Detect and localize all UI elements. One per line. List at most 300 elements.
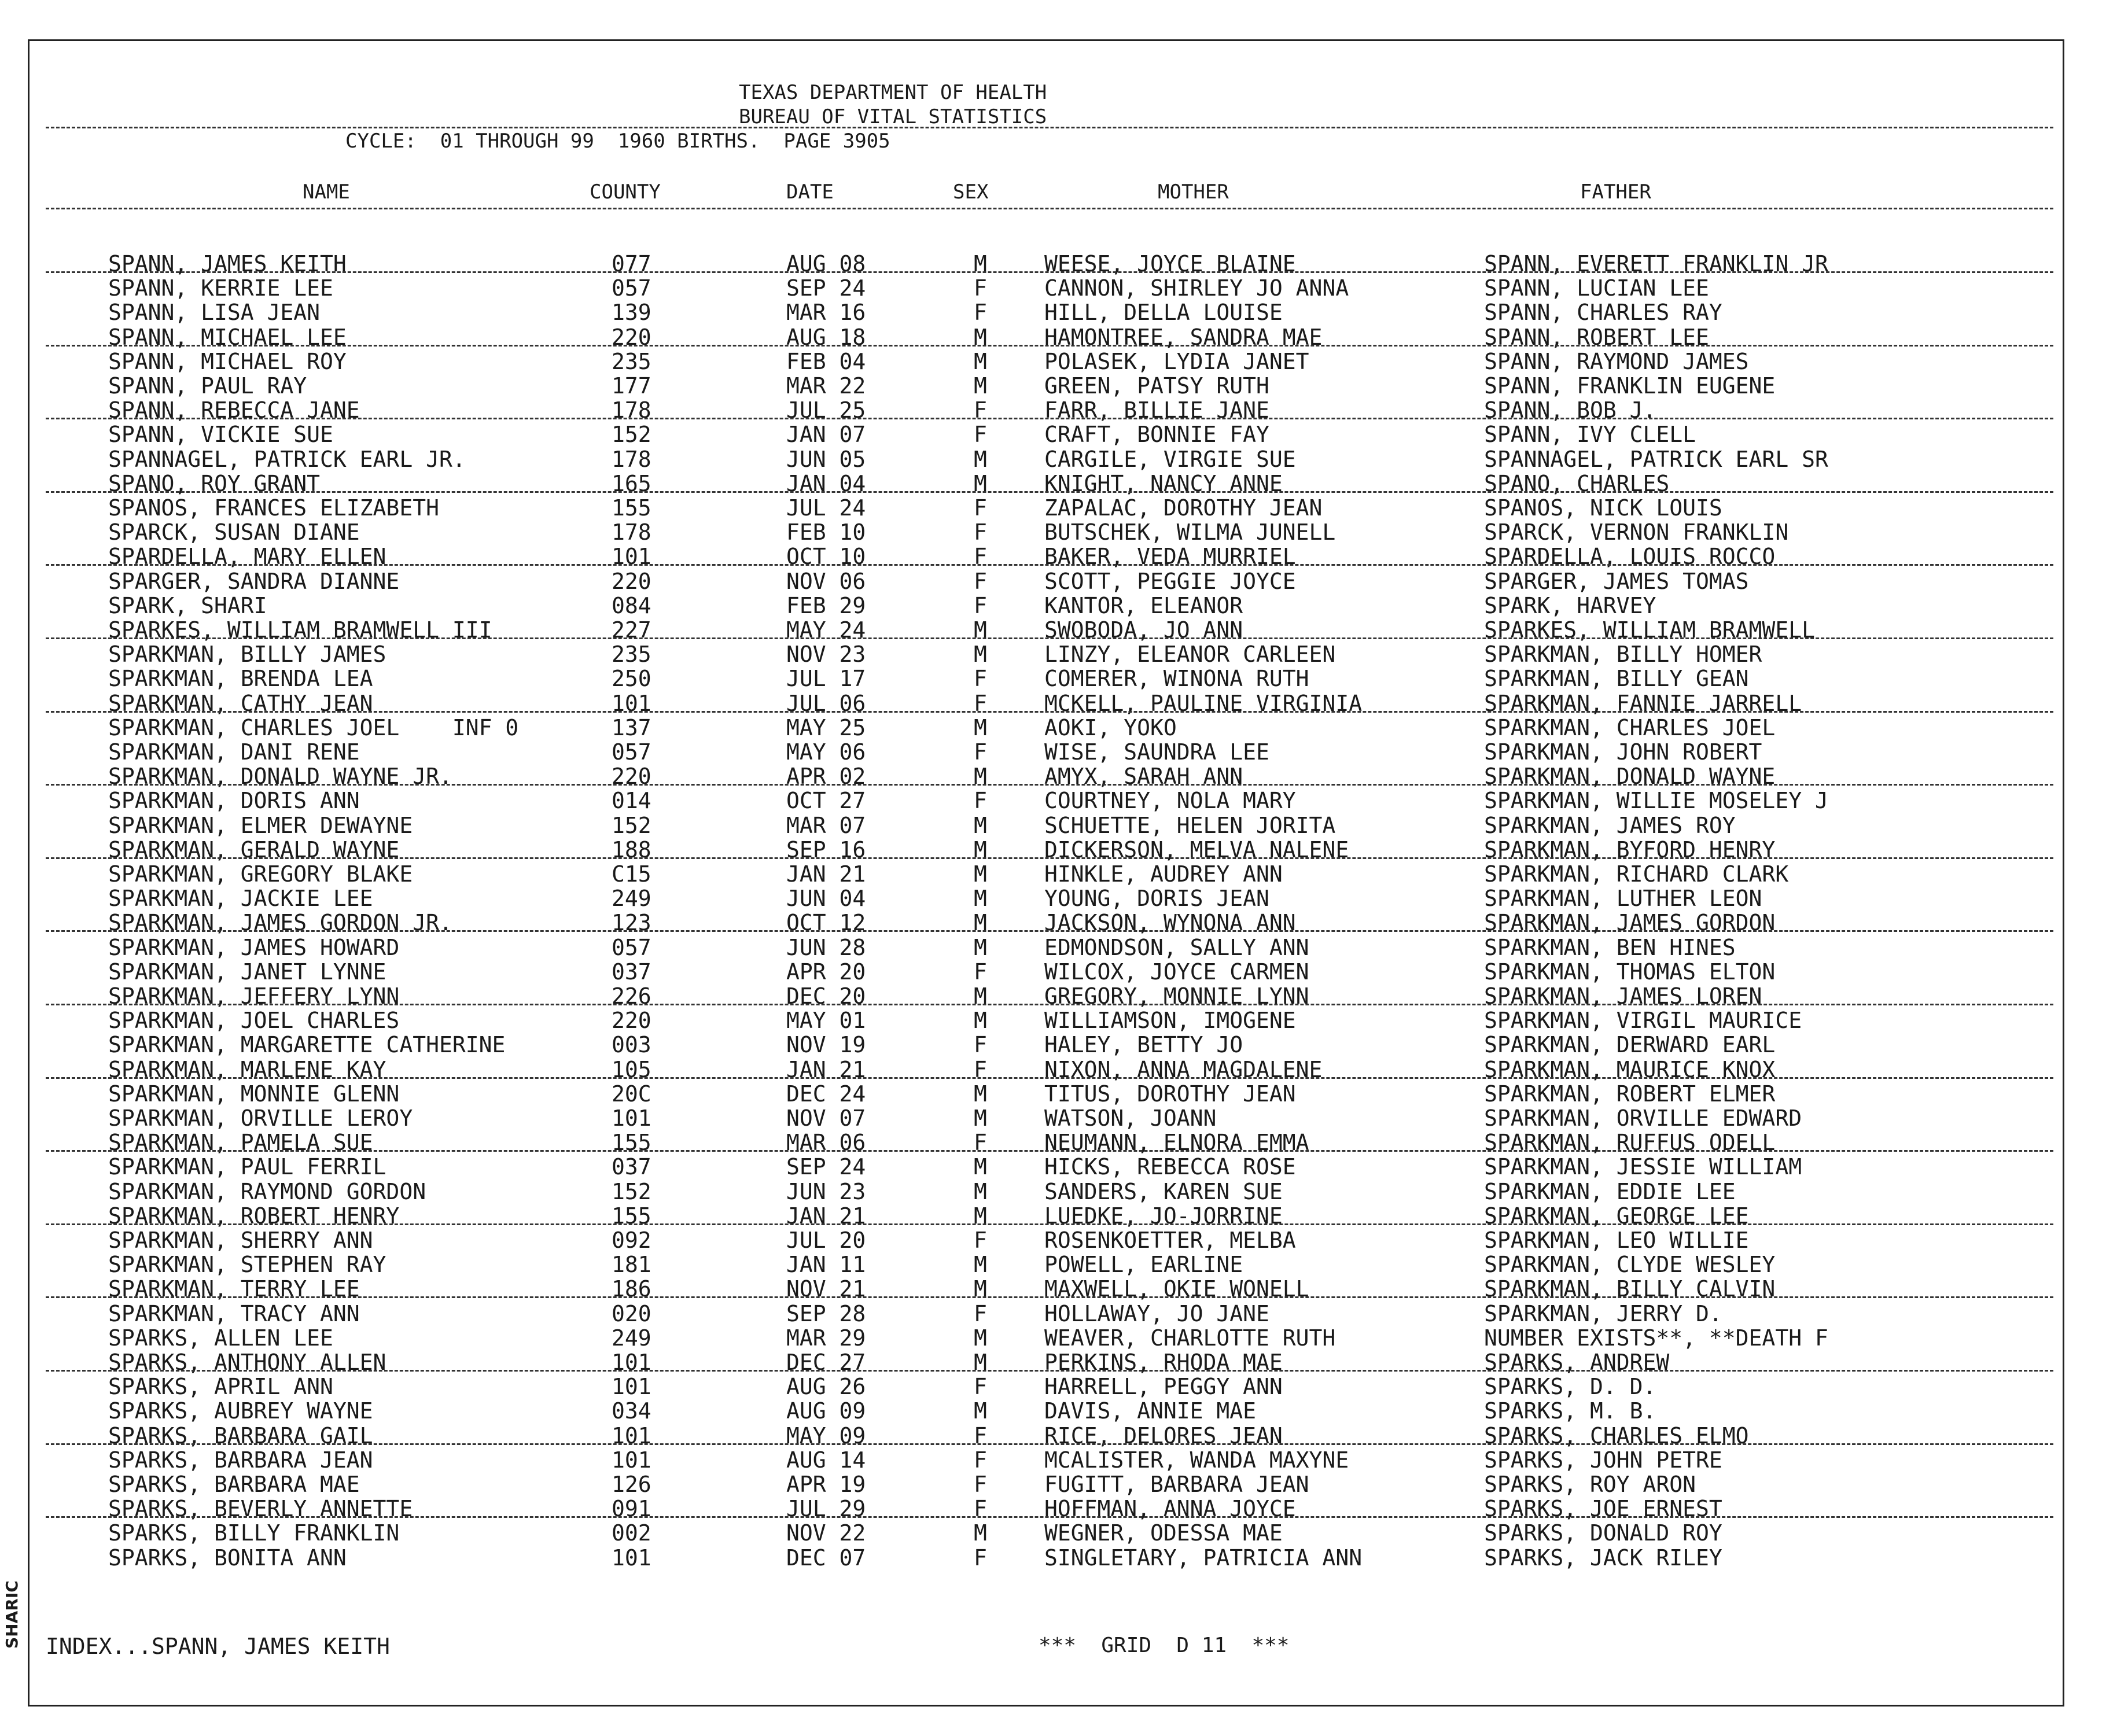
cell-mother: HALEY, BETTY JO — [1044, 1032, 1243, 1058]
cell-mother: CRAFT, BONNIE FAY — [1044, 422, 1269, 448]
table-row — [30, 594, 2066, 618]
divider — [46, 345, 2053, 347]
cell-county: 226 — [612, 983, 651, 1009]
cell-sex: M — [974, 1203, 987, 1229]
cell-date: JUL 06 — [786, 690, 866, 716]
cell-mother: SWOBODA, JO ANN — [1044, 617, 1243, 643]
cell-date: SEP 24 — [786, 275, 866, 301]
cell-mother: MCALISTER, WANDA MAXYNE — [1044, 1447, 1349, 1473]
cell-name: SPANN, MICHAEL ROY — [108, 348, 347, 374]
cell-date: APR 19 — [786, 1472, 866, 1497]
cell-mother: EDMONDSON, SALLY ANN — [1044, 934, 1309, 960]
cell-mother: WATSON, JOANN — [1044, 1105, 1217, 1131]
cell-name: SPARKS, AUBREY WAYNE — [108, 1398, 373, 1424]
cell-sex: F — [974, 1374, 987, 1400]
cell-sex: F — [974, 1130, 987, 1156]
cell-date: AUG 14 — [786, 1447, 866, 1473]
table-row — [30, 276, 2066, 300]
cell-father: SPANN, ROBERT LEE — [1484, 324, 1709, 350]
record-frame — [28, 39, 2064, 1706]
cell-sex: F — [974, 592, 987, 618]
cell-sex: M — [974, 764, 987, 790]
cell-date: DEC 07 — [786, 1545, 866, 1571]
cell-sex: M — [974, 1154, 987, 1180]
cell-father: SPARKMAN, VIRGIL MAURICE — [1484, 1008, 1802, 1034]
cell-mother: WEESE, JOYCE BLAINE — [1044, 251, 1296, 277]
cell-sex: F — [974, 568, 987, 594]
cell-name: SPARKS, BARBARA GAIL — [108, 1422, 373, 1448]
table-row — [30, 1546, 2066, 1570]
column-header-name: NAME — [303, 180, 350, 204]
cell-father: SPARGER, JAMES TOMAS — [1484, 568, 1749, 594]
cell-county: 084 — [612, 592, 651, 618]
cell-name: SPARKMAN, TRACY ANN — [108, 1300, 360, 1326]
cell-name: SPANN, MICHAEL LEE — [108, 324, 347, 350]
cell-father: SPARKES, WILLIAM BRAMWELL — [1484, 617, 1815, 643]
cell-county: 101 — [612, 1374, 651, 1400]
cell-mother: NIXON, ANNA MAGDALENE — [1044, 1056, 1323, 1082]
table-row — [30, 1472, 2066, 1497]
cell-sex: F — [974, 495, 987, 521]
cell-father: SPARCK, VERNON FRANKLIN — [1484, 519, 1789, 546]
cell-date: MAY 01 — [786, 1008, 866, 1034]
side-label: SHARIC — [2, 1580, 21, 1649]
cell-date: SEP 24 — [786, 1154, 866, 1180]
cell-date: NOV 07 — [786, 1105, 866, 1131]
cell-date: JUL 25 — [786, 397, 866, 423]
cell-county: 101 — [612, 544, 651, 570]
cell-mother: SANDERS, KAREN SUE — [1044, 1178, 1283, 1204]
cell-county: 250 — [612, 666, 651, 692]
cell-name: SPARCK, SUSAN DIANE — [108, 519, 360, 546]
cell-mother: DAVIS, ANNIE MAE — [1044, 1398, 1257, 1424]
table-row — [30, 642, 2066, 666]
cell-date: OCT 10 — [786, 544, 866, 570]
cell-county: 126 — [612, 1472, 651, 1497]
divider — [46, 1223, 2053, 1225]
cell-name: SPARKMAN, PAUL FERRIL — [108, 1154, 386, 1180]
cell-sex: F — [974, 1447, 987, 1473]
cell-mother: HINKLE, AUDREY ANN — [1044, 861, 1283, 887]
cell-county: 152 — [612, 812, 651, 838]
cell-name: SPARDELLA, MARY ELLEN — [108, 544, 386, 570]
cell-county: 152 — [612, 1178, 651, 1204]
cell-name: SPARK, SHARI — [108, 592, 267, 618]
cell-mother: LUEDKE, JO-JORRINE — [1044, 1203, 1283, 1229]
cell-father: SPARKMAN, RUFFUS ODELL — [1484, 1130, 1776, 1156]
divider — [46, 271, 2053, 273]
cell-name: SPARKS, ANTHONY ALLEN — [108, 1350, 386, 1375]
divider — [46, 784, 2053, 786]
cell-father: SPARKMAN, ORVILLE EDWARD — [1484, 1105, 1802, 1131]
cell-date: MAR 29 — [786, 1325, 866, 1351]
column-header-county: COUNTY — [590, 180, 661, 204]
divider — [46, 418, 2053, 419]
footer-grid: *** GRID D 11 *** — [1039, 1634, 1290, 1657]
cell-county: 092 — [612, 1228, 651, 1253]
cell-mother: AMYX, SARAH ANN — [1044, 764, 1243, 790]
cell-name: SPARGER, SANDRA DIANNE — [108, 568, 400, 594]
cell-sex: M — [974, 1105, 987, 1131]
cell-mother: SINGLETARY, PATRICIA ANN — [1044, 1545, 1363, 1571]
cell-county: 137 — [612, 714, 651, 740]
divider — [46, 857, 2053, 859]
cell-father: SPARKMAN, RICHARD CLARK — [1484, 861, 1789, 887]
cell-name: SPARKMAN, GERALD WAYNE — [108, 836, 400, 863]
cell-date: JUL 24 — [786, 495, 866, 521]
cell-date: MAY 06 — [786, 739, 866, 765]
cell-father: SPARKMAN, GEORGE LEE — [1484, 1203, 1749, 1229]
cell-sex: F — [974, 959, 987, 985]
cell-county: 139 — [612, 300, 651, 326]
cell-name: SPARKS, BARBARA MAE — [108, 1472, 360, 1497]
cell-name: SPARKMAN, BILLY JAMES — [108, 642, 386, 668]
cell-mother: CANNON, SHIRLEY JO ANNA — [1044, 275, 1349, 301]
cell-father: SPARKS, DONALD ROY — [1484, 1520, 1722, 1546]
cell-sex: F — [974, 544, 987, 570]
cell-date: JUL 17 — [786, 666, 866, 692]
cell-date: NOV 19 — [786, 1032, 866, 1058]
cell-county: 057 — [612, 934, 651, 960]
cell-name: SPANN, LISA JEAN — [108, 300, 321, 326]
cell-sex: M — [974, 324, 987, 350]
cell-name: SPARKMAN, DANI RENE — [108, 739, 360, 765]
cell-father: SPANO, CHARLES — [1484, 470, 1670, 496]
cell-county: 227 — [612, 617, 651, 643]
cell-father: SPARKMAN, JAMES ROY — [1484, 812, 1736, 838]
cell-date: AUG 08 — [786, 251, 866, 277]
cell-father: SPARKS, JOE ERNEST — [1484, 1496, 1722, 1522]
cell-date: DEC 24 — [786, 1081, 866, 1107]
cell-sex: F — [974, 1300, 987, 1326]
cell-sex: M — [974, 1008, 987, 1034]
table-row — [30, 569, 2066, 594]
cell-sex: M — [974, 861, 987, 887]
divider — [46, 1443, 2053, 1445]
cell-father: SPARDELLA, LOUIS ROCCO — [1484, 544, 1776, 570]
table-row — [30, 813, 2066, 838]
cell-father: SPARKMAN, JESSIE WILLIAM — [1484, 1154, 1802, 1180]
cell-county: 101 — [612, 1105, 651, 1131]
cell-county: 123 — [612, 910, 651, 936]
cell-father: SPARKS, JACK RILEY — [1484, 1545, 1722, 1571]
cell-sex: M — [974, 348, 987, 374]
table-row — [30, 349, 2066, 374]
table-row — [30, 1448, 2066, 1472]
cell-date: JUN 23 — [786, 1178, 866, 1204]
cell-mother: MCKELL, PAULINE VIRGINIA — [1044, 690, 1363, 716]
cell-name: SPARKMAN, SHERRY ANN — [108, 1228, 373, 1253]
cell-name: SPARKMAN, RAYMOND GORDON — [108, 1178, 426, 1204]
cell-sex: M — [974, 642, 987, 668]
cell-name: SPANO, ROY GRANT — [108, 470, 321, 496]
cell-sex: F — [974, 788, 987, 814]
table-row — [30, 1106, 2066, 1130]
cell-name: SPARKMAN, CATHY JEAN — [108, 690, 373, 716]
cell-date: NOV 22 — [786, 1520, 866, 1546]
cell-sex: F — [974, 690, 987, 716]
cell-name: SPANOS, FRANCES ELIZABETH — [108, 495, 439, 521]
divider — [46, 491, 2053, 493]
cell-name: SPARKS, BEVERLY ANNETTE — [108, 1496, 413, 1522]
cell-name: SPANN, KERRIE LEE — [108, 275, 333, 301]
cell-father: SPARKMAN, JOHN ROBERT — [1484, 739, 1762, 765]
cell-father: SPARKMAN, EDDIE LEE — [1484, 1178, 1736, 1204]
cell-date: FEB 29 — [786, 592, 866, 618]
cell-mother: GREGORY, MONNIE LYNN — [1044, 983, 1309, 1009]
cell-sex: M — [974, 1520, 987, 1546]
cell-name: SPARKMAN, GREGORY BLAKE — [108, 861, 413, 887]
cell-county: 20C — [612, 1081, 651, 1107]
cell-father: SPARKS, M. B. — [1484, 1398, 1656, 1424]
cell-name: SPARKMAN, JEFFERY LYNN — [108, 983, 400, 1009]
cell-date: JUL 29 — [786, 1496, 866, 1522]
cell-date: FEB 04 — [786, 348, 866, 374]
divider — [46, 930, 2053, 932]
cell-date: OCT 27 — [786, 788, 866, 814]
header-bureau: BUREAU OF VITAL STATISTICS — [739, 105, 1047, 128]
cell-county: 034 — [612, 1398, 651, 1424]
cell-mother: KANTOR, ELEANOR — [1044, 592, 1243, 618]
cell-father: SPANOS, NICK LOUIS — [1484, 495, 1722, 521]
cell-father: SPARKMAN, MAURICE KNOX — [1484, 1056, 1776, 1082]
cell-mother: COMERER, WINONA RUTH — [1044, 666, 1309, 692]
cell-name: SPARKMAN, DONALD WAYNE JR. — [108, 764, 452, 790]
cell-father: SPANN, FRANKLIN EUGENE — [1484, 373, 1776, 399]
cell-father: SPANN, IVY CLELL — [1484, 422, 1696, 448]
cell-county: 037 — [612, 1154, 651, 1180]
cell-date: JUL 20 — [786, 1228, 866, 1253]
divider — [46, 1370, 2053, 1372]
cell-father: SPARKS, JOHN PETRE — [1484, 1447, 1722, 1473]
cell-county: 249 — [612, 1325, 651, 1351]
cell-county: 235 — [612, 642, 651, 668]
cell-mother: BUTSCHEK, WILMA JUNELL — [1044, 519, 1336, 546]
cell-date: MAR 22 — [786, 373, 866, 399]
table-row — [30, 422, 2066, 447]
cell-sex: M — [974, 1276, 987, 1302]
cell-sex: F — [974, 397, 987, 423]
cell-county: 101 — [612, 1545, 651, 1571]
cell-father: SPARKMAN, DERWARD EARL — [1484, 1032, 1776, 1058]
cell-county: 177 — [612, 373, 651, 399]
table-row — [30, 788, 2066, 813]
divider — [46, 1296, 2053, 1298]
cell-mother: BAKER, VEDA MURRIEL — [1044, 544, 1296, 570]
table-row — [30, 935, 2066, 960]
table-row — [30, 300, 2066, 325]
cell-mother: ZAPALAC, DOROTHY JEAN — [1044, 495, 1323, 521]
cell-father: SPARKMAN, DONALD WAYNE — [1484, 764, 1776, 790]
cell-county: 249 — [612, 886, 651, 912]
cell-father: SPARKMAN, CLYDE WESLEY — [1484, 1252, 1776, 1278]
table-row — [30, 496, 2066, 520]
cell-father: SPANN, CHARLES RAY — [1484, 300, 1722, 326]
table-row — [30, 1252, 2066, 1277]
cell-mother: WILLIAMSON, IMOGENE — [1044, 1008, 1296, 1034]
cell-county: 014 — [612, 788, 651, 814]
cell-father: SPARKMAN, CHARLES JOEL — [1484, 714, 1776, 740]
column-header-sex: SEX — [953, 180, 989, 204]
cell-father: SPARKS, D. D. — [1484, 1374, 1656, 1400]
cell-mother: POWELL, EARLINE — [1044, 1252, 1243, 1278]
cell-mother: HILL, DELLA LOUISE — [1044, 300, 1283, 326]
cell-sex: F — [974, 1228, 987, 1253]
cell-sex: M — [974, 617, 987, 643]
cell-date: DEC 27 — [786, 1350, 866, 1375]
cell-sex: M — [974, 1325, 987, 1351]
cell-mother: TITUS, DOROTHY JEAN — [1044, 1081, 1296, 1107]
cell-date: MAY 25 — [786, 714, 866, 740]
cell-name: SPARKMAN, ORVILLE LEROY — [108, 1105, 413, 1131]
cell-sex: F — [974, 519, 987, 546]
cell-name: SPANN, JAMES KEITH — [108, 251, 347, 277]
cell-county: 077 — [612, 251, 651, 277]
cell-sex: M — [974, 470, 987, 496]
cell-date: JAN 04 — [786, 470, 866, 496]
cell-county: 235 — [612, 348, 651, 374]
cell-sex: M — [974, 251, 987, 277]
cell-mother: HAMONTREE, SANDRA MAE — [1044, 324, 1323, 350]
cell-name: SPARKMAN, PAMELA SUE — [108, 1130, 373, 1156]
table-row — [30, 862, 2066, 886]
cell-date: AUG 18 — [786, 324, 866, 350]
cell-father: SPARKMAN, THOMAS ELTON — [1484, 959, 1776, 985]
cell-date: NOV 23 — [786, 642, 866, 668]
cell-date: MAR 06 — [786, 1130, 866, 1156]
cell-name: SPARKMAN, MARGARETTE CATHERINE — [108, 1032, 506, 1058]
cell-name: SPARKMAN, JAMES GORDON JR. — [108, 910, 452, 936]
cell-mother: CARGILE, VIRGIE SUE — [1044, 446, 1296, 472]
cell-mother: WILCOX, JOYCE CARMEN — [1044, 959, 1309, 985]
cell-date: JAN 21 — [786, 861, 866, 887]
cell-sex: M — [974, 910, 987, 936]
cell-county: 037 — [612, 959, 651, 985]
cell-mother: GREEN, PATSY RUTH — [1044, 373, 1269, 399]
cell-father: SPARK, HARVEY — [1484, 592, 1656, 618]
cell-mother: ROSENKOETTER, MELBA — [1044, 1228, 1296, 1253]
column-header-mother: MOTHER — [1158, 180, 1229, 204]
table-row — [30, 666, 2066, 691]
cell-county: 155 — [612, 1203, 651, 1229]
cell-father: SPARKMAN, JAMES GORDON — [1484, 910, 1776, 936]
cell-name: SPARKMAN, JACKIE LEE — [108, 886, 373, 912]
cell-county: 101 — [612, 1447, 651, 1473]
cell-father: SPARKMAN, BILLY GEAN — [1484, 666, 1749, 692]
cell-mother: HOLLAWAY, JO JANE — [1044, 1300, 1269, 1326]
cell-father: SPARKS, ANDREW — [1484, 1350, 1670, 1375]
cell-county: 220 — [612, 1008, 651, 1034]
cell-mother: WISE, SAUNDRA LEE — [1044, 739, 1269, 765]
cell-county: 020 — [612, 1300, 651, 1326]
cell-name: SPANN, PAUL RAY — [108, 373, 307, 399]
divider — [46, 1516, 2053, 1518]
cell-county: 101 — [612, 690, 651, 716]
cell-sex: F — [974, 1032, 987, 1058]
cell-father: SPARKMAN, BYFORD HENRY — [1484, 836, 1776, 863]
cell-name: SPARKMAN, JOEL CHARLES — [108, 1008, 400, 1034]
cell-name: SPARKMAN, BRENDA LEA — [108, 666, 373, 692]
cell-father: SPARKMAN, ROBERT ELMER — [1484, 1081, 1776, 1107]
cell-sex: M — [974, 446, 987, 472]
cell-name: SPANN, REBECCA JANE — [108, 397, 360, 423]
table-row — [30, 960, 2066, 984]
table-row — [30, 1082, 2066, 1106]
cell-father: SPANN, BOB J. — [1484, 397, 1656, 423]
cell-date: JAN 11 — [786, 1252, 866, 1278]
cell-mother: AOKI, YOKO — [1044, 714, 1177, 740]
cell-date: JAN 07 — [786, 422, 866, 448]
cell-name: SPARKMAN, STEPHEN RAY — [108, 1252, 386, 1278]
column-header-father: FATHER — [1580, 180, 1651, 204]
cell-father: SPARKMAN, BILLY CALVIN — [1484, 1276, 1776, 1302]
cell-name: SPARKMAN, JANET LYNNE — [108, 959, 386, 985]
cell-county: 220 — [612, 764, 651, 790]
cell-sex: F — [974, 1472, 987, 1497]
cell-sex: M — [974, 1398, 987, 1424]
cell-sex: M — [974, 1081, 987, 1107]
divider — [46, 637, 2053, 639]
cell-father: SPARKMAN, BILLY HOMER — [1484, 642, 1762, 668]
cell-sex: F — [974, 1496, 987, 1522]
table-row — [30, 1374, 2066, 1399]
cell-date: SEP 16 — [786, 836, 866, 863]
cell-date: NOV 21 — [786, 1276, 866, 1302]
cell-name: SPARKMAN, MARLENE KAY — [108, 1056, 386, 1082]
cell-mother: WEGNER, ODESSA MAE — [1044, 1520, 1283, 1546]
cell-date: JUN 28 — [786, 934, 866, 960]
cell-name: SPARKMAN, DORIS ANN — [108, 788, 360, 814]
cell-sex: F — [974, 739, 987, 765]
footer-index: INDEX...SPANN, JAMES KEITH — [46, 1634, 390, 1659]
cell-father: SPARKMAN, WILLIE MOSELEY J — [1484, 788, 1828, 814]
cell-name: SPARKMAN, TERRY LEE — [108, 1276, 360, 1302]
cell-date: JUN 05 — [786, 446, 866, 472]
cell-father: SPANN, RAYMOND JAMES — [1484, 348, 1749, 374]
divider — [46, 711, 2053, 713]
cell-name: SPANN, VICKIE SUE — [108, 422, 333, 448]
cell-date: AUG 26 — [786, 1374, 866, 1400]
cell-father: SPARKMAN, FANNIE JARRELL — [1484, 690, 1802, 716]
cell-name: SPARKES, WILLIAM BRAMWELL III — [108, 617, 492, 643]
cell-date: AUG 09 — [786, 1398, 866, 1424]
cell-mother: POLASEK, LYDIA JANET — [1044, 348, 1309, 374]
table-row — [30, 1521, 2066, 1545]
header-cycle: CYCLE: 01 THROUGH 99 1960 BIRTHS. PAGE 3905 — [345, 130, 890, 153]
cell-father: SPARKS, CHARLES ELMO — [1484, 1422, 1749, 1448]
cell-sex: F — [974, 1545, 987, 1571]
cell-county: 105 — [612, 1056, 651, 1082]
cell-sex: M — [974, 1350, 987, 1375]
cell-sex: M — [974, 983, 987, 1009]
cell-name: SPARKMAN, ELMER DEWAYNE — [108, 812, 413, 838]
cell-mother: FUGITT, BARBARA JEAN — [1044, 1472, 1309, 1497]
table-row — [30, 1302, 2066, 1326]
column-header-date: DATE — [786, 180, 834, 204]
table-row — [30, 1399, 2066, 1423]
cell-county: 101 — [612, 1422, 651, 1448]
cell-mother: WEAVER, CHARLOTTE RUTH — [1044, 1325, 1336, 1351]
cell-date: FEB 10 — [786, 519, 866, 546]
cell-father: SPANN, LUCIAN LEE — [1484, 275, 1709, 301]
cell-father: SPARKMAN, JAMES LOREN — [1484, 983, 1762, 1009]
cell-mother: SCOTT, PEGGIE JOYCE — [1044, 568, 1296, 594]
cell-sex: M — [974, 1178, 987, 1204]
cell-sex: F — [974, 422, 987, 448]
cell-mother: YOUNG, DORIS JEAN — [1044, 886, 1269, 912]
cell-mother: HOFFMAN, ANNA JOYCE — [1044, 1496, 1296, 1522]
cell-father: SPARKMAN, JERRY D. — [1484, 1300, 1722, 1326]
